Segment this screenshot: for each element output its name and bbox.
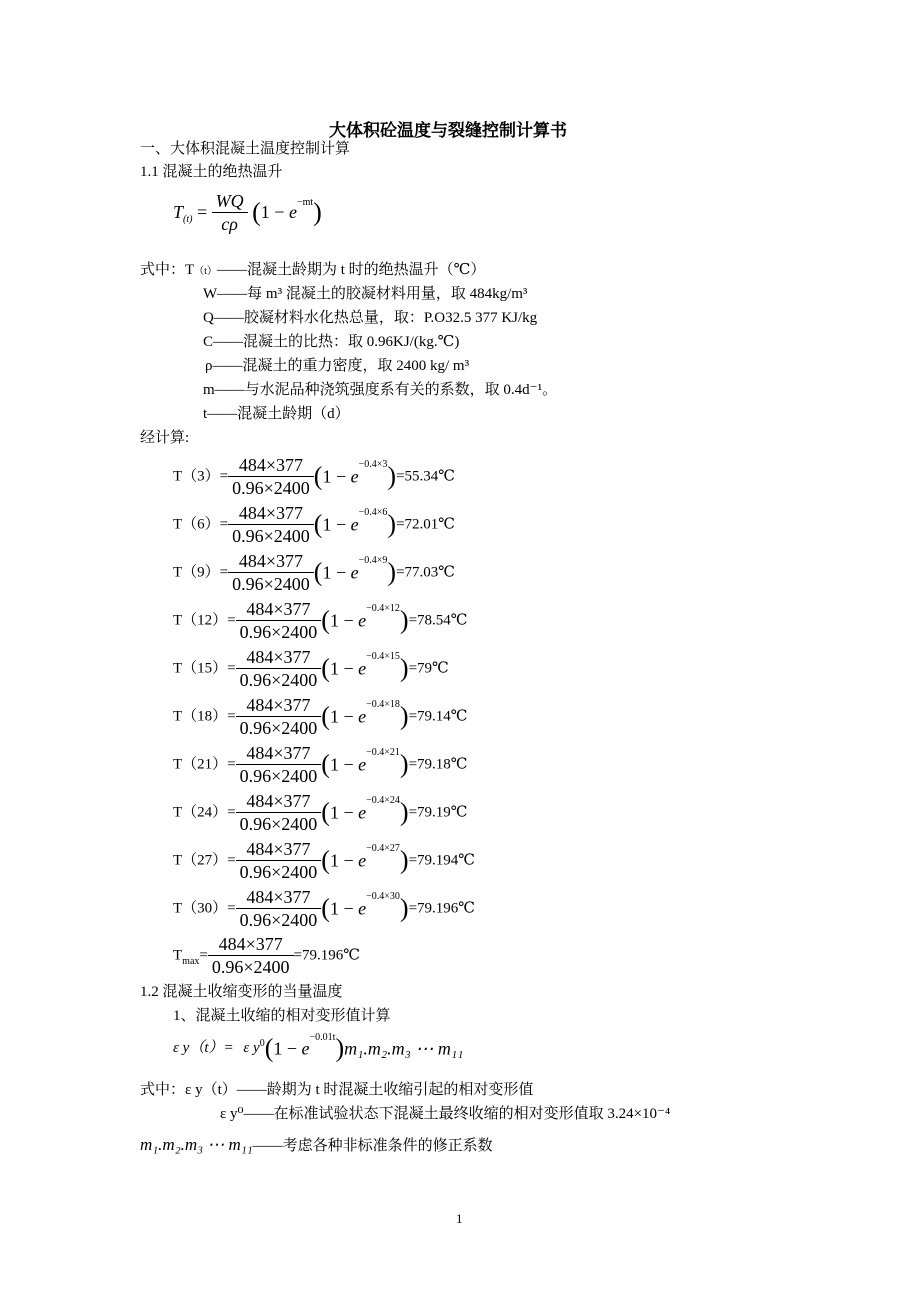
paren-open: ( <box>321 797 330 827</box>
calc-result: =79.194℃ <box>408 852 476 869</box>
calc-lhs: T（3）= <box>173 468 229 485</box>
eps-def-3 <box>140 1136 493 1155</box>
paren-open: ( <box>321 749 330 779</box>
calc-fraction <box>236 886 322 931</box>
tmax-den: 0.96×2400 <box>208 955 294 978</box>
calc-exp: −0.4×24 <box>366 794 400 806</box>
calc-lhs: T（9）= <box>173 564 229 581</box>
formula-exp: −mt <box>296 196 314 208</box>
def-rho: ρ——混凝土的重力密度，取 2400 kg/ m³ <box>205 358 470 374</box>
paren-close: ) <box>399 701 409 731</box>
paren-close: ) <box>399 797 409 827</box>
def-q: Q——胶凝材料水化热总量，取：P.O32.5 377 KJ/kg <box>203 310 538 326</box>
formula-num: WQ <box>215 191 244 211</box>
tmax-result: =79.196℃ <box>293 947 361 964</box>
formula-den: cρ <box>212 212 248 235</box>
calc-num: 484×377 <box>246 839 311 860</box>
eps-def-lead: 式中： <box>140 1082 186 1098</box>
calc-fraction <box>236 742 322 787</box>
eps-def-3-formula: m₁.m₂.m₃ ⋯ m₁₁ <box>140 1135 253 1154</box>
calc-exp: −0.4×27 <box>366 842 400 854</box>
calc-exp: −0.4×3 <box>358 458 388 470</box>
calc-result: =79.19℃ <box>408 804 468 821</box>
calc-lhs: T（27）= <box>173 852 236 869</box>
def-w: W——每 m³ 混凝土的胶凝材料用量，取 484kg/m³ <box>203 286 528 302</box>
eps-sup: 0 <box>259 1038 265 1049</box>
calc-row: T（6）= $\frac{484\times 377}{0.96\times 2400}$ $(1 - e^{-0.4\times 6})=72.01℃$ <box>173 503 456 547</box>
eps-def-3-text: ——考虑各种非标准条件的修正系数 <box>252 1138 493 1154</box>
calc-den: 0.96×2400 <box>236 620 322 643</box>
calc-result: =79.14℃ <box>408 708 468 725</box>
calc-lhs: T（6）= <box>173 516 229 533</box>
calc-row: T（21）= $\frac{484\times 377}{0.96\times 2400}$ $(1 - e^{-0.4\times 21})=79.18℃$ <box>173 743 468 787</box>
calc-fraction <box>236 646 322 691</box>
calc-num: 484×377 <box>246 647 311 668</box>
paren-close: ) <box>399 893 409 923</box>
paren-open: ( <box>321 893 330 923</box>
calc-fraction <box>236 838 322 883</box>
calc-num: 484×377 <box>246 743 311 764</box>
paren-open: ( <box>313 461 323 491</box>
paren-open: ( <box>321 605 330 635</box>
calc-row: T（15）= $\frac{484\times 377}{0.96\times 2400}$ $(1 - e^{-0.4\times 15})=79℃$ <box>173 647 449 691</box>
calc-lhs: T（15）= <box>173 660 236 677</box>
eps-rhs: ε y <box>243 1040 260 1056</box>
paren-close: ) <box>399 749 409 779</box>
calc-den: 0.96×2400 <box>228 572 314 595</box>
calc-row: T（24）= $\frac{484\times 377}{0.96\times 2400}$ $(1 - e^{-0.4\times 24})=79.19℃$ <box>173 791 468 835</box>
calc-lhs: T（30）= <box>173 900 236 917</box>
calc-num: 484×377 <box>238 503 304 524</box>
calc-den: 0.96×2400 <box>236 908 322 931</box>
formula-lhs-sub: (t) <box>183 214 193 225</box>
calc-exp: −0.4×9 <box>358 554 388 566</box>
calc-fraction <box>228 502 314 547</box>
calc-result: =79℃ <box>408 660 449 677</box>
calc-row: T（30）= $\frac{484\times 377}{0.96\times 2400}$ $(1 - e^{-0.4\times 30})=79.196℃$ <box>173 887 476 931</box>
calc-exp: −0.4×18 <box>366 698 400 710</box>
formula-lhs: T <box>173 202 184 222</box>
calc-den: 0.96×2400 <box>228 476 314 499</box>
tmax-row <box>173 931 360 979</box>
calc-den: 0.96×2400 <box>236 668 322 691</box>
page-title: 大体积砼温度与裂缝控制计算书 <box>329 121 567 141</box>
calc-fraction <box>236 598 322 643</box>
calc-den: 0.96×2400 <box>236 860 322 883</box>
calc-fraction <box>236 790 322 835</box>
calc-row: T（27）= $\frac{484\times 377}{0.96\times 2400}$ $(1 - e^{-0.4\times 27})=79.194℃$ <box>173 839 476 883</box>
calc-num: 484×377 <box>238 551 304 572</box>
paren-close: ) <box>387 509 397 539</box>
def-lead <box>140 261 485 281</box>
tmax-sub: max <box>182 955 200 967</box>
calc-row: T（3）= $\frac{484\times 377}{0.96\times 2400}$ $(1 - e^{-0.4\times 3})=55.34℃$ <box>173 455 456 499</box>
calc-fraction <box>228 454 314 499</box>
calc-row: T（18）= $\frac{484\times 377}{0.96\times 2400}$ $(1 - e^{-0.4\times 18})=79.14℃$ <box>173 695 468 739</box>
formula-fraction <box>212 190 248 235</box>
adiabatic-formula: $T_{(t)}$ = $\frac{WQ}{c\rho}$ $(1 - e^{-mt})$ <box>173 191 322 234</box>
def-t: t——混凝土龄期（d） <box>203 406 350 422</box>
calc-result: =55.34℃ <box>396 468 456 485</box>
paren-open: ( <box>321 701 330 731</box>
def-t-symbol: 式中：T <box>140 262 195 278</box>
paren-close: ) <box>387 557 397 587</box>
calc-exp: −0.4×21 <box>366 746 400 758</box>
paren-close: ) <box>399 605 409 635</box>
subsection-heading-1-2: 1.2 混凝土收缩变形的当量温度 <box>140 984 343 1000</box>
calc-exp: −0.4×6 <box>358 506 388 518</box>
calc-exp: −0.4×30 <box>366 890 400 902</box>
calc-result: =79.196℃ <box>408 900 476 917</box>
calc-num: 484×377 <box>246 887 311 908</box>
paren-close: ) <box>399 653 409 683</box>
calc-result: =78.54℃ <box>408 612 468 629</box>
eps-lhs: ε y（t）= <box>173 1040 234 1056</box>
tmax-num: 484×377 <box>218 934 283 955</box>
calc-result: =79.18℃ <box>408 756 468 773</box>
def-c: C——混凝土的比热：取 0.96KJ/(kg.℃) <box>203 334 460 350</box>
calc-num: 484×377 <box>246 791 311 812</box>
section-heading-1: 一、大体积混凝土温度控制计算 <box>140 141 351 157</box>
eps-def-1-text: ε y（t）——龄期为 t 时混凝土收缩引起的相对变形值 <box>185 1082 534 1098</box>
subsection-item-1: 1、混凝土收缩的相对变形值计算 <box>173 1008 391 1024</box>
paren-open: ( <box>321 845 330 875</box>
calc-label: 经计算: <box>140 430 190 446</box>
calc-result: =77.03℃ <box>396 564 456 581</box>
paren-close: ) <box>399 845 409 875</box>
eps-def-1 <box>140 1081 533 1099</box>
paren-open: ( <box>313 509 323 539</box>
eps-tail: m₁.m₂.m₃ ⋯ m₁₁ <box>344 1038 464 1059</box>
calc-lhs: T（24）= <box>173 804 236 821</box>
page-number: 1 <box>456 1211 463 1226</box>
calc-den: 0.96×2400 <box>236 764 322 787</box>
calc-den: 0.96×2400 <box>236 716 322 739</box>
calc-num: 484×377 <box>246 695 311 716</box>
def-t-desc: ——混凝土龄期为 t 时的绝热温升（℃） <box>216 262 486 278</box>
shrinkage-formula: ε y（t）= ε $y^0(1 - e^{-0.01t})m_1.m_2.m_3$ ⋯ m₁₁ <box>173 1032 464 1063</box>
calc-lhs: T（12）= <box>173 612 236 629</box>
calc-den: 0.96×2400 <box>228 524 314 547</box>
calc-fraction <box>236 694 322 739</box>
paren-open: ( <box>313 557 323 587</box>
calc-row: T（12）= $\frac{484\times 377}{0.96\times 2400}$ $(1 - e^{-0.4\times 12})=78.54℃$ <box>173 599 468 643</box>
calc-exp: −0.4×15 <box>366 650 400 662</box>
tmax-fraction <box>208 933 294 978</box>
tmax-symbol: T <box>173 947 183 964</box>
def-t-sub: （t） <box>194 266 217 277</box>
calc-exp: −0.4×12 <box>366 602 400 614</box>
calc-result: =72.01℃ <box>396 516 456 533</box>
calc-lhs: T（18）= <box>173 708 236 725</box>
calc-fraction <box>228 550 314 595</box>
def-m: m——与水泥品种浇筑强度系有关的系数，取 0.4d⁻¹。 <box>203 382 558 398</box>
tmax-eq: = <box>199 947 208 964</box>
paren-open: ( <box>321 653 330 683</box>
calc-row: T（9）= $\frac{484\times 377}{0.96\times 2400}$ $(1 - e^{-0.4\times 9})=77.03℃$ <box>173 551 456 595</box>
calc-den: 0.96×2400 <box>236 812 322 835</box>
subsection-heading-1-1: 1.1 混凝土的绝热温升 <box>140 164 283 180</box>
calc-lhs: T（21）= <box>173 756 236 773</box>
eps-def-2: ε y⁰——在标准试验状态下混凝土最终收缩的相对变形值取 3.24×10⁻⁴ <box>220 1106 671 1122</box>
calc-num: 484×377 <box>238 455 304 476</box>
eps-exp: −0.01t <box>309 1032 336 1043</box>
calc-num: 484×377 <box>246 599 311 620</box>
paren-close: ) <box>387 461 397 491</box>
